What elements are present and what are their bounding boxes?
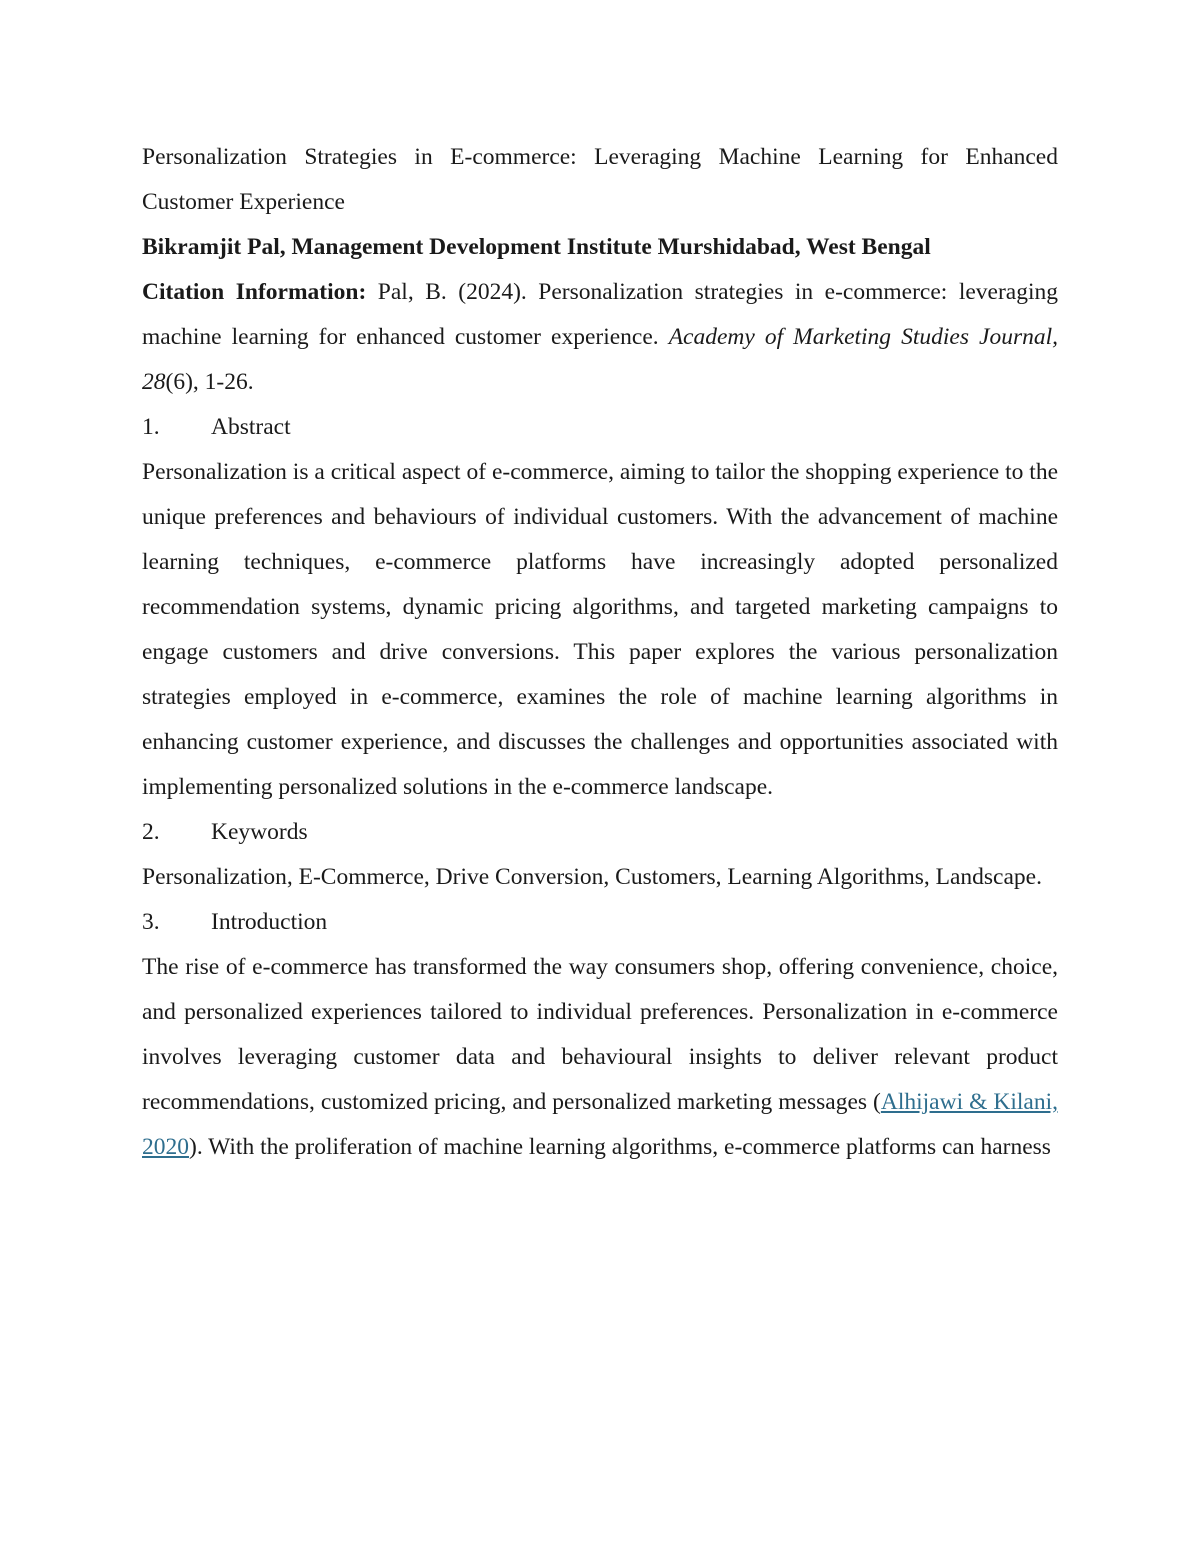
abstract-body: Personalization is a critical aspect of e-commerce, aiming to tailor the shopping experience to the unique preferences and behaviours of individual customers. With the advancement of machine learning techniques, e-commerce platforms have increasingly adopted personalized recommendation systems, dynamic pricing algorithms, and targeted marketing campaigns to engage customers and drive conversions. This paper explores the various personalization strategies employed in e-commerce, examines the role of machine learning algorithms in enhancing customer experience, and discusses the challenges and opportunities associated with implementing personalized solutions in the e-commerce landscape. (142, 459, 1058, 800)
citation-label: Citation Information: (142, 279, 367, 305)
paper-title: Personalization Strategies in E-commerce: Leveraging Machine Learning for Enhanced Customer Experience (142, 144, 1058, 215)
section-heading-keywords (142, 810, 1058, 855)
citation-journal: Academy of Marketing Studies Journal, 28 (142, 324, 1058, 395)
section-number: 1. (142, 414, 160, 440)
document-page (142, 135, 1058, 1170)
section-heading-introduction (142, 900, 1058, 945)
introduction-text: The rise of e-commerce has transformed the way consumers shop, offering convenience, choice, and personalized experiences tailored to individual preferences. Personalization in e-commerce involves leveraging customer data and behavioural insights to deliver relevant product recommendations, customized pricing, and personalized marketing messages ( (142, 954, 1058, 1115)
section-title: Introduction (211, 909, 328, 935)
citation-link[interactable]: Alhijawi & Kilani, 2020 (142, 1089, 1058, 1160)
section-number: 3. (142, 909, 160, 935)
citation-text: Pal, B. (2024). Personalization strategies in e-commerce: leveraging machine learning for enhanced customer experience. (142, 279, 1058, 350)
section-title: Keywords (211, 819, 308, 845)
citation-issue-pages: (6), 1-26. (165, 369, 254, 395)
keywords-body: Personalization, E-Commerce, Drive Conversion, Customers, Learning Algorithms, Landscape. (142, 864, 1042, 890)
introduction-body (142, 945, 1058, 1170)
section-heading-abstract (142, 405, 1058, 450)
introduction-text-continued: ). With the proliferation of machine learning algorithms, e-commerce platforms can harness (189, 1134, 1051, 1160)
author-affiliation: Bikramjit Pal, Management Development Institute Murshidabad, West Bengal (142, 234, 931, 260)
section-title: Abstract (211, 414, 291, 440)
citation-info (142, 270, 1058, 405)
section-number: 2. (142, 819, 160, 845)
